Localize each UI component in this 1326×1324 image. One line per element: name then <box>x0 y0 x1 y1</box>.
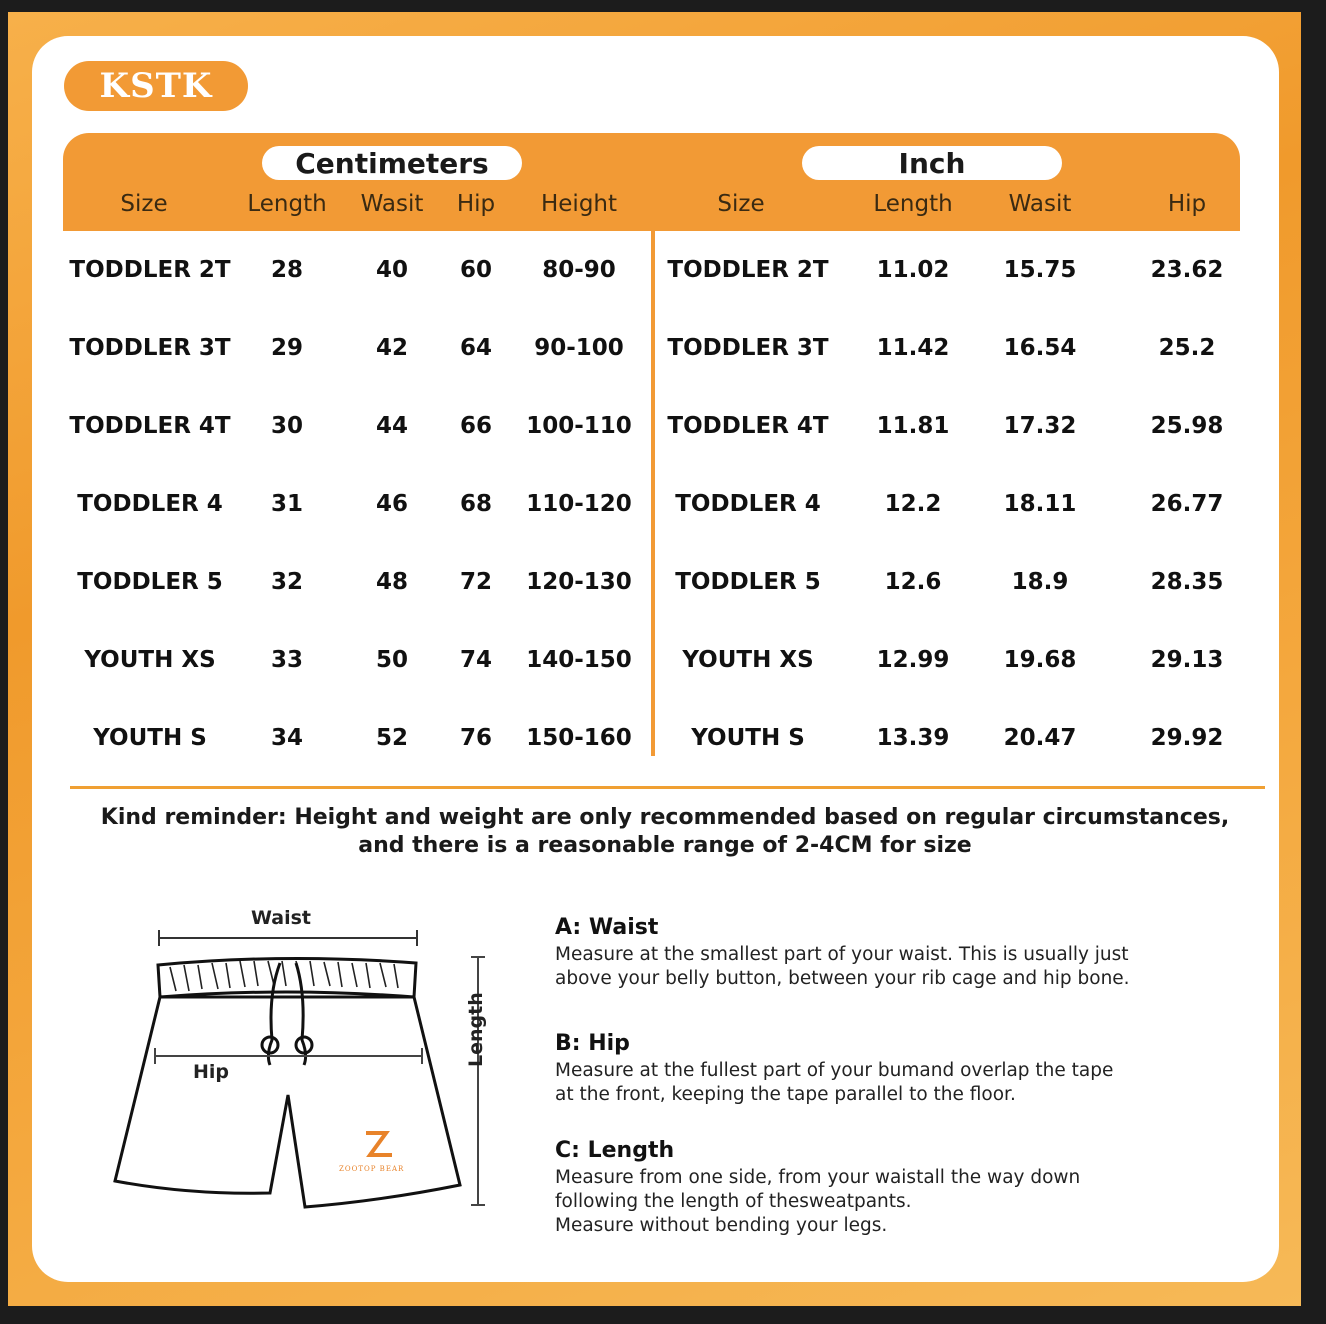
table-cell: YOUTH S <box>93 725 207 751</box>
hip-label: Hip <box>193 1061 230 1083</box>
kind-reminder <box>90 804 1240 860</box>
table-cell: 26.77 <box>1150 491 1224 517</box>
table-cell: 15.75 <box>1003 257 1077 283</box>
table-cell: 33 <box>270 647 304 673</box>
table-cell: TODDLER 2T <box>69 257 231 283</box>
header-inch-size: Size <box>717 191 765 217</box>
brand-logo-text: ZOOTOP BEAR <box>339 1165 405 1173</box>
table-cell: 11.42 <box>876 335 950 361</box>
table-cell: 50 <box>375 647 409 673</box>
definition-line: above your belly button, between your rib cage and hip bone. <box>555 968 1130 989</box>
definition-text <box>555 1059 1215 1107</box>
header-inch-wasit: Wasit <box>1008 191 1072 217</box>
definition-line: Measure from one side, from your waistall the way down <box>555 1167 1081 1188</box>
header-cm-size: Size <box>120 191 168 217</box>
table-cell: 74 <box>459 647 493 673</box>
table-cell: 42 <box>375 335 409 361</box>
table-cell: TODDLER 4 <box>675 491 821 517</box>
unit-label-cm: Centimeters <box>262 146 522 180</box>
table-cell: 120-130 <box>526 569 632 595</box>
definition-line: following the length of thesweatpants. <box>555 1191 912 1212</box>
table-cell: 29 <box>270 335 304 361</box>
definition-title: A: Waist <box>555 915 659 940</box>
table-cell: TODDLER 4T <box>667 413 829 439</box>
table-cell: 16.54 <box>1003 335 1077 361</box>
unit-divider <box>651 231 655 756</box>
table-cell: 32 <box>270 569 304 595</box>
table-cell: 28.35 <box>1150 569 1224 595</box>
waist-label: Waist <box>251 907 312 929</box>
table-cell: TODDLER 4 <box>77 491 223 517</box>
table-bottom-rule <box>70 786 1265 789</box>
brand-badge: KSTK <box>64 61 248 111</box>
shorts-illustration <box>100 895 520 1225</box>
table-cell: 29.92 <box>1150 725 1224 751</box>
table-cell: 31 <box>270 491 304 517</box>
table-cell: 12.2 <box>884 491 942 517</box>
header-cm-length: Length <box>247 191 327 217</box>
table-cell: 23.62 <box>1150 257 1224 283</box>
table-cell: 17.32 <box>1003 413 1077 439</box>
table-cell: YOUTH XS <box>682 647 814 673</box>
header-cm-wasit: Wasit <box>360 191 424 217</box>
table-cell: 44 <box>375 413 409 439</box>
table-cell: 18.9 <box>1011 569 1069 595</box>
table-cell: 76 <box>459 725 493 751</box>
table-cell: 80-90 <box>542 257 616 283</box>
definition-text <box>555 1166 1215 1238</box>
table-cell: TODDLER 3T <box>667 335 829 361</box>
table-cell: 100-110 <box>526 413 632 439</box>
definition-line: Measure at the smallest part of your waist. This is usually just <box>555 944 1129 965</box>
table-cell: 12.6 <box>884 569 942 595</box>
table-cell: 13.39 <box>876 725 950 751</box>
table-cell: 20.47 <box>1003 725 1077 751</box>
table-cell: TODDLER 2T <box>667 257 829 283</box>
definition-line: at the front, keeping the tape parallel to the floor. <box>555 1084 1016 1105</box>
table-cell: 25.98 <box>1150 413 1224 439</box>
table-cell: TODDLER 3T <box>69 335 231 361</box>
table-cell: 18.11 <box>1003 491 1077 517</box>
table-cell: YOUTH S <box>691 725 805 751</box>
header-inch-length: Length <box>873 191 953 217</box>
table-cell: 11.81 <box>876 413 950 439</box>
table-cell: 46 <box>375 491 409 517</box>
table-cell: 11.02 <box>876 257 950 283</box>
table-cell: 60 <box>459 257 493 283</box>
reminder-line-1: Kind reminder: Height and weight are only recommended based on regular circumstances, <box>100 805 1230 830</box>
table-cell: 64 <box>459 335 493 361</box>
table-cell: TODDLER 5 <box>77 569 223 595</box>
table-cell: 12.99 <box>876 647 950 673</box>
definition-title: C: Length <box>555 1138 675 1163</box>
table-cell: 66 <box>459 413 493 439</box>
table-cell: 48 <box>375 569 409 595</box>
table-cell: TODDLER 5 <box>675 569 821 595</box>
shorts-diagram <box>100 895 520 1229</box>
definition-line: Measure without bending your legs. <box>555 1215 888 1236</box>
definition-line: Measure at the fullest part of your bumand overlap the tape <box>555 1060 1114 1081</box>
table-cell: 140-150 <box>526 647 632 673</box>
table-cell: 72 <box>459 569 493 595</box>
table-cell: 68 <box>459 491 493 517</box>
length-label: Length <box>465 992 487 1067</box>
table-cell: YOUTH XS <box>84 647 216 673</box>
table-cell: TODDLER 4T <box>69 413 231 439</box>
unit-label-inch: Inch <box>802 146 1062 180</box>
definition-title: B: Hip <box>555 1031 630 1056</box>
table-cell: 19.68 <box>1003 647 1077 673</box>
header-inch-hip: Hip <box>1167 191 1207 217</box>
table-cell: 40 <box>375 257 409 283</box>
table-cell: 29.13 <box>1150 647 1224 673</box>
table-cell: 30 <box>270 413 304 439</box>
reminder-line-2: and there is a reasonable range of 2-4CM for size <box>358 833 972 858</box>
table-cell: 150-160 <box>526 725 632 751</box>
table-cell: 110-120 <box>526 491 632 517</box>
table-cell: 90-100 <box>534 335 624 361</box>
table-cell: 34 <box>270 725 304 751</box>
header-cm-height: Height <box>540 191 618 217</box>
table-cell: 52 <box>375 725 409 751</box>
table-cell: 25.2 <box>1158 335 1216 361</box>
table-cell: 28 <box>270 257 304 283</box>
definition-text <box>555 943 1215 991</box>
header-cm-hip: Hip <box>456 191 496 217</box>
